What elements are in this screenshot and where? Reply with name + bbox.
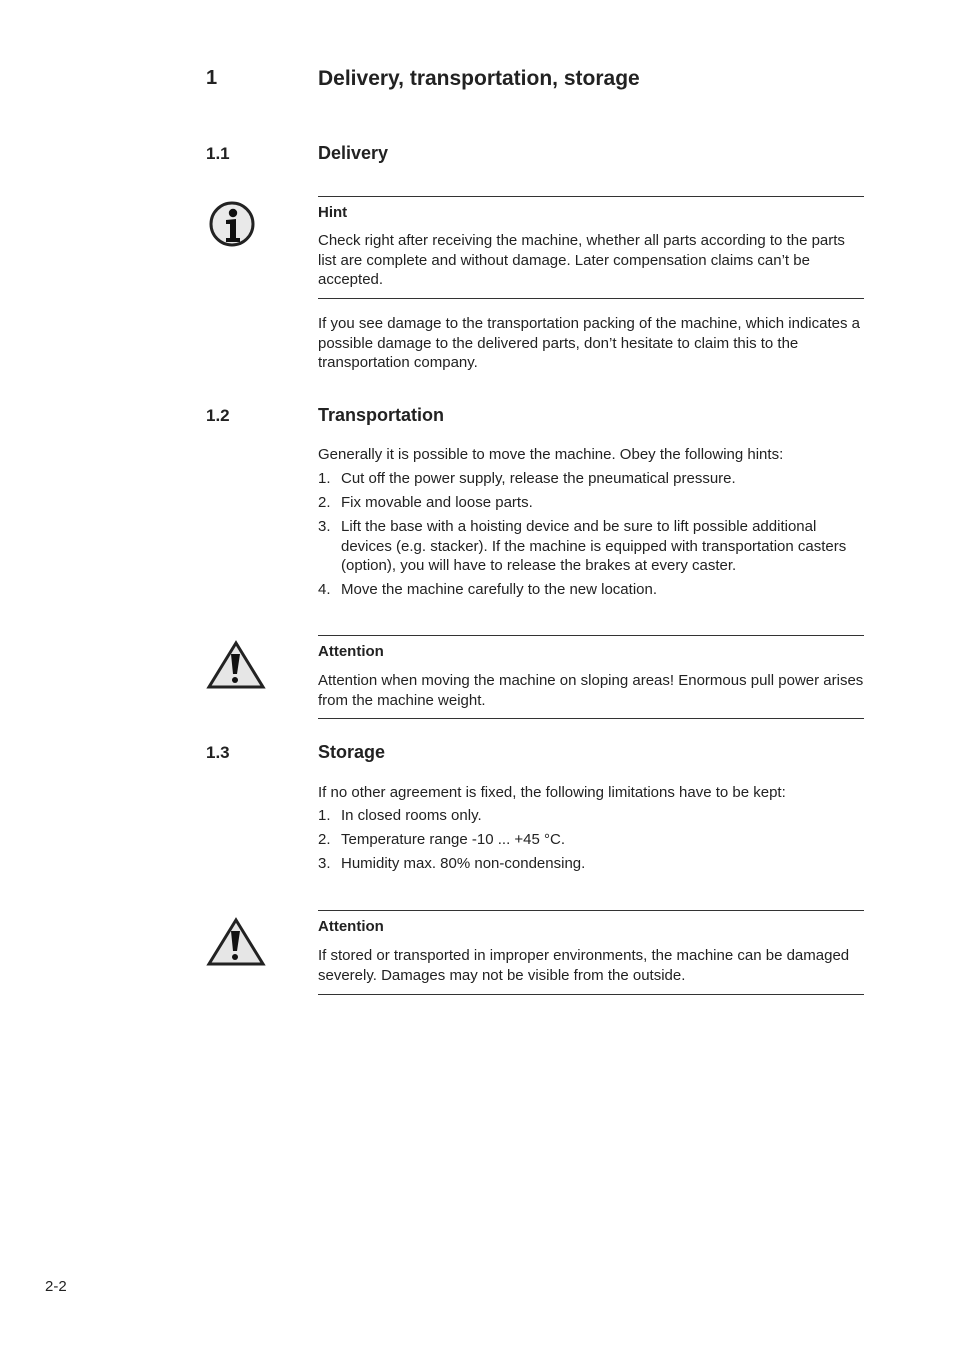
chapter-number: 1 (206, 67, 218, 89)
section-number-storage: 1.3 (206, 743, 230, 762)
list-item-number: 3. (318, 518, 331, 535)
list-item-text: Move the machine carefully to the new location. (341, 581, 658, 598)
warning-icon (206, 640, 266, 695)
list-item (318, 580, 866, 600)
list-item-number: 4. (318, 581, 331, 598)
list-item-number: 2. (318, 831, 331, 848)
list-item (318, 517, 866, 576)
list-item-number: 1. (318, 470, 331, 487)
attention-title: Attention (318, 918, 384, 935)
delivery-paragraph: If you see damage to the transportation packing of the machine, which indicates a possible damage to the delivered parts, don’t hesitate to claim this to the transportation company. (318, 315, 860, 371)
list-item (318, 469, 866, 489)
divider (318, 718, 864, 719)
list-item (318, 854, 866, 874)
hint-text: Check right after receiving the machine, whether all parts according to the parts list are complete and without damage. Later compensation claims can’t be accepted. (318, 232, 845, 288)
list-item-number: 3. (318, 855, 331, 872)
storage-items (318, 806, 866, 878)
transportation-steps (318, 469, 866, 604)
list-item-text: Cut off the power supply, release the pneumatical pressure. (341, 470, 736, 487)
list-item-number: 2. (318, 494, 331, 511)
divider (318, 298, 864, 299)
section-number-delivery: 1.1 (206, 144, 230, 163)
section-title-storage: Storage (318, 742, 386, 762)
info-icon (206, 200, 256, 255)
section-number-transportation: 1.2 (206, 406, 230, 425)
divider (318, 910, 864, 911)
section-title-delivery: Delivery (318, 143, 389, 163)
divider (318, 635, 864, 636)
divider (318, 196, 864, 197)
list-item-number: 1. (318, 807, 331, 824)
section-title-transportation: Transportation (318, 405, 445, 425)
warning-icon (206, 917, 266, 972)
list-item (318, 493, 866, 513)
page-number: 2-2 (45, 1278, 67, 1295)
list-item-text: Fix movable and loose parts. (341, 494, 533, 511)
storage-intro: If no other agreement is fixed, the following limitations have to be kept: (318, 784, 786, 801)
list-item-text: Temperature range -10 ... +45 °C. (341, 831, 566, 848)
attention-title: Attention (318, 643, 384, 660)
list-item-text: Humidity max. 80% non-condensing. (341, 855, 586, 872)
transportation-intro: Generally it is possible to move the machine. Obey the following hints: (318, 446, 784, 463)
list-item (318, 830, 866, 850)
attention-text: Attention when moving the machine on sloping areas! Enormous pull power arises from the machine weight. (318, 672, 864, 709)
list-item (318, 806, 866, 826)
hint-title: Hint (318, 204, 348, 221)
divider (318, 994, 864, 995)
attention-text: If stored or transported in improper environments, the machine can be damaged severely. Damages may not be visible from the outside. (318, 947, 850, 984)
chapter-title: Delivery, transportation, storage (318, 67, 640, 90)
list-item-text: Lift the base with a hoisting device and be sure to lift possible additional devices (e.g. stacker). If the machine is equipped with transportation casters (option), you will have to release the brakes at every caster. (341, 518, 847, 574)
list-item-text: In closed rooms only. (341, 807, 482, 824)
